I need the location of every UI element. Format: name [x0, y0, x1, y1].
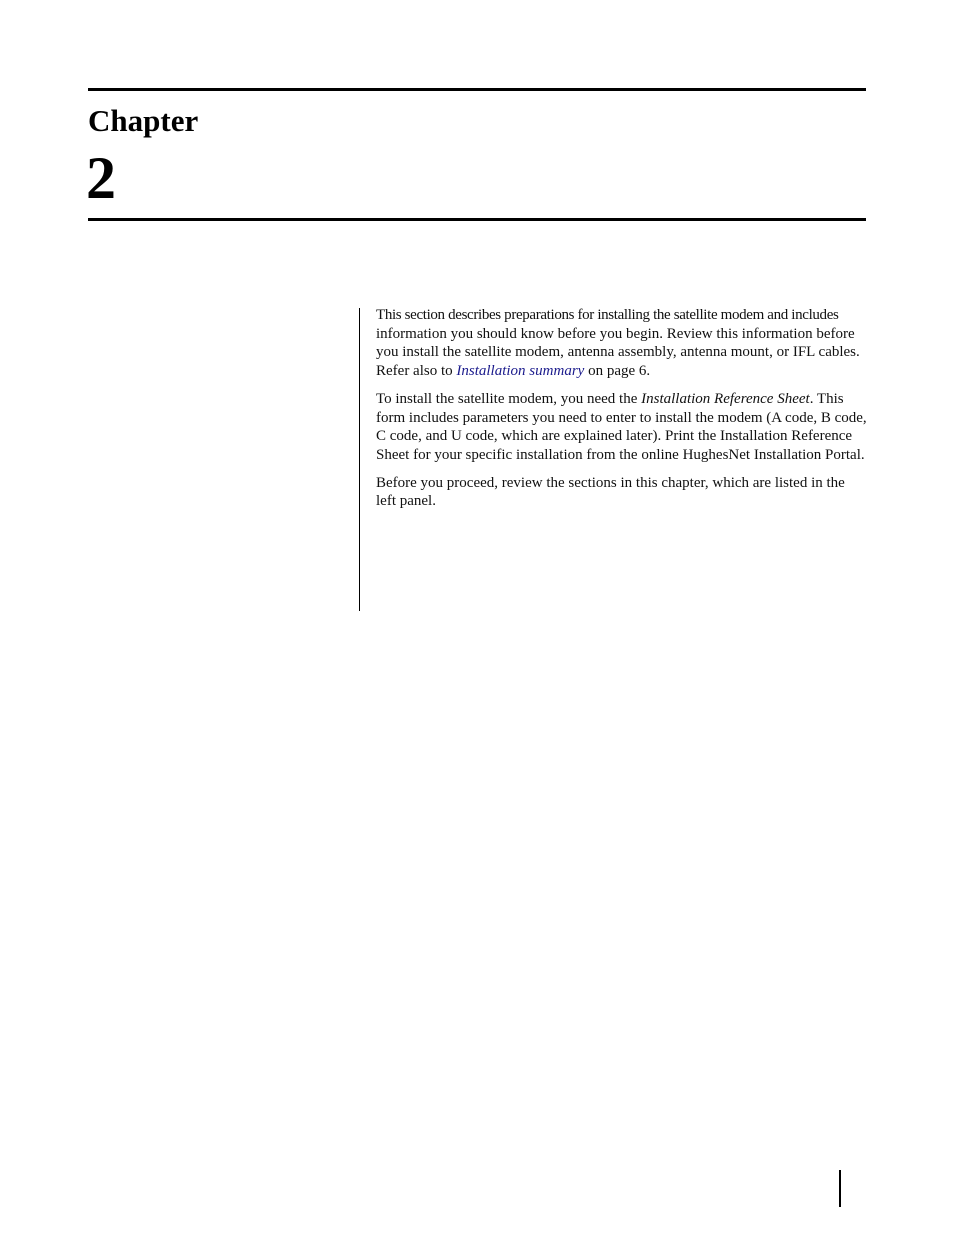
intro-paragraph-1 — [376, 306, 868, 381]
installation-summary-link[interactable]: Installation summary — [456, 363, 585, 380]
intro-p2-before: To install the satellite modem, you need the — [376, 390, 638, 407]
page-edge-mark — [839, 1170, 841, 1207]
intro-p1-line1: This section describes preparations for installing the satellite modem and includes — [376, 307, 839, 323]
intro-paragraph-2 — [376, 390, 868, 465]
intro-paragraph-3: Before you proceed, review the sections in this chapter, which are listed in the left panel. — [376, 474, 845, 510]
chapter-number: 2 — [86, 145, 116, 211]
intro-side-bar — [359, 308, 360, 611]
intro-p2-after: . This form includes parameters you need to enter to install the modem (A code, B code, C code, and U code, which are explained later). Print the Installation Reference Sheet for your specific installation from the online HughesNet Installation Portal. — [376, 390, 867, 463]
intro-p1-tail: on page 6. — [588, 363, 651, 380]
intro-p1-text: information you should know before you begin. Review this information before you install the satellite modem, antenna assembly, antenna mount, or IFL cables. Refer also to — [376, 325, 860, 380]
chapter-label: Chapter — [88, 103, 199, 138]
chapter-top-rule — [88, 88, 866, 91]
chapter-bottom-rule — [88, 218, 866, 221]
installation-reference-sheet-term: Installation Reference Sheet — [641, 390, 810, 407]
chapter-intro — [376, 306, 868, 520]
